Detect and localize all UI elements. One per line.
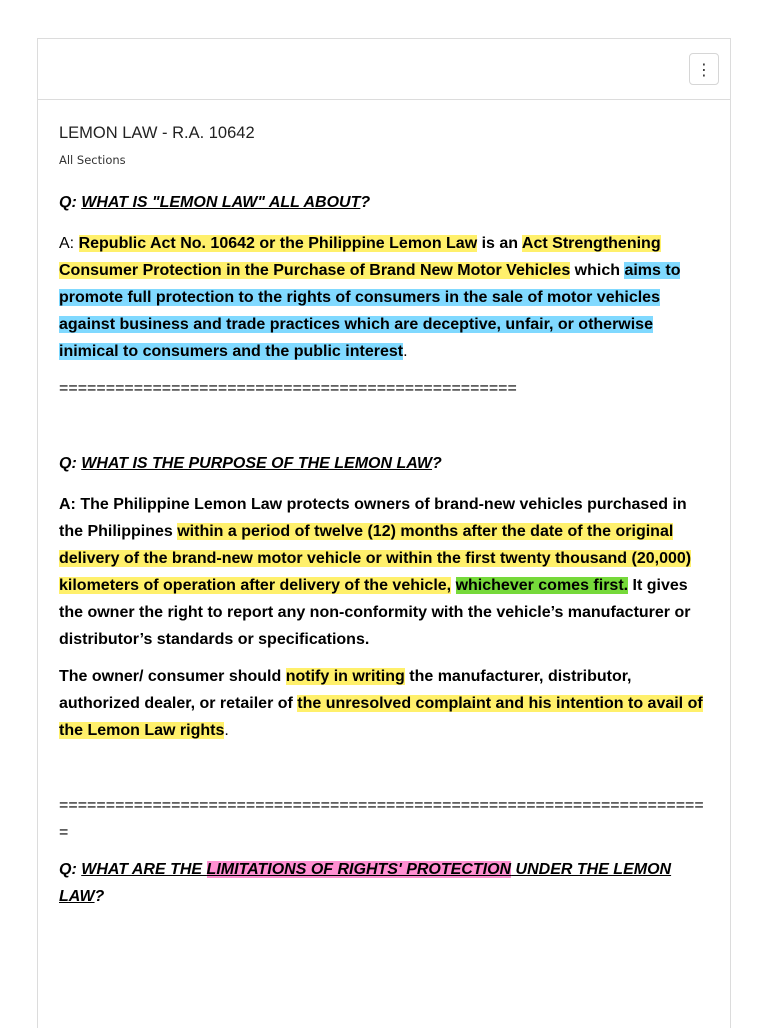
- document-title: LEMON LAW - R.A. 10642: [59, 124, 255, 142]
- highlight-yellow: within a period of twelve (12) months after the date of the original delivery of the brand-new motor vehicle or within the first twenty thousand (20,000) kilometers of operation after delivery of the vehicle,: [59, 523, 692, 594]
- question-prefix: Q:: [59, 455, 82, 472]
- document-subtitle: All Sections: [59, 153, 126, 167]
- question-1: [59, 189, 710, 216]
- question-prefix: Q:: [59, 861, 82, 878]
- highlight-yellow: Republic Act No. 10642 or the Philippine Lemon Law: [78, 235, 478, 252]
- vertical-ellipsis-icon: ⋮: [696, 59, 712, 79]
- answer-text: A: The Philippine Lemon Law protects owners of brand-new vehicles purchased in the Philippines: [59, 496, 687, 540]
- answer-text: It gives the owner the right to report any non-conformity with the vehicle’s manufacturer or distributor’s standards or specifications.: [59, 577, 691, 648]
- question-suffix: ?: [94, 888, 105, 905]
- question-suffix: ?: [432, 455, 442, 472]
- highlight-green: whichever comes first.: [455, 577, 629, 594]
- answer-prefix: A:: [59, 235, 79, 252]
- answer-2: [59, 491, 710, 653]
- question-text: WHAT ARE THE: [81, 861, 207, 878]
- question-3: [59, 856, 710, 910]
- answer-text: which: [570, 262, 625, 279]
- highlight-yellow: the unresolved complaint and his intention to avail of the Lemon Law rights: [59, 695, 703, 739]
- question-2: [59, 450, 710, 477]
- answer-2-paragraph-2: [59, 663, 710, 744]
- card-header: [38, 39, 730, 100]
- highlight-pink: LIMITATIONS OF RIGHTS' PROTECTION: [206, 861, 512, 878]
- highlight-yellow: Act Strengthening Consumer Protection in the Purchase of Brand New Motor Vehicles: [59, 235, 661, 279]
- answer-text: is an: [477, 235, 522, 252]
- answer-text: the manufacturer, distributor, authorized dealer, or retailer of: [59, 668, 632, 712]
- answer-text: [451, 577, 455, 594]
- document-card: [37, 38, 731, 1028]
- more-options-button[interactable]: [689, 53, 719, 85]
- document-body: [59, 189, 710, 910]
- highlight-blue: aims to promote full protection to the rights of consumers in the sale of motor vehicles against business and trade practices which are deceptive, unfair, or otherwise inimical to consumers and the public interest: [59, 262, 681, 360]
- answer-text: .: [403, 343, 408, 360]
- question-text: WHAT IS "LEMON LAW" ALL ABOUT: [81, 194, 361, 211]
- answer-1: [59, 230, 710, 365]
- question-text: UNDER THE LEMON LAW: [59, 861, 672, 905]
- highlight-yellow: notify in writing: [285, 668, 405, 685]
- answer-text: The owner/ consumer should: [59, 668, 286, 685]
- question-prefix: Q:: [59, 194, 82, 211]
- document-content: [38, 100, 730, 910]
- separator-1: =================================================: [59, 380, 517, 397]
- question-text: WHAT IS THE PURPOSE OF THE LEMON LAW: [81, 455, 433, 472]
- answer-text: .: [224, 722, 229, 739]
- separator-2: ======================================================================: [59, 797, 704, 841]
- question-suffix: ?: [360, 194, 371, 211]
